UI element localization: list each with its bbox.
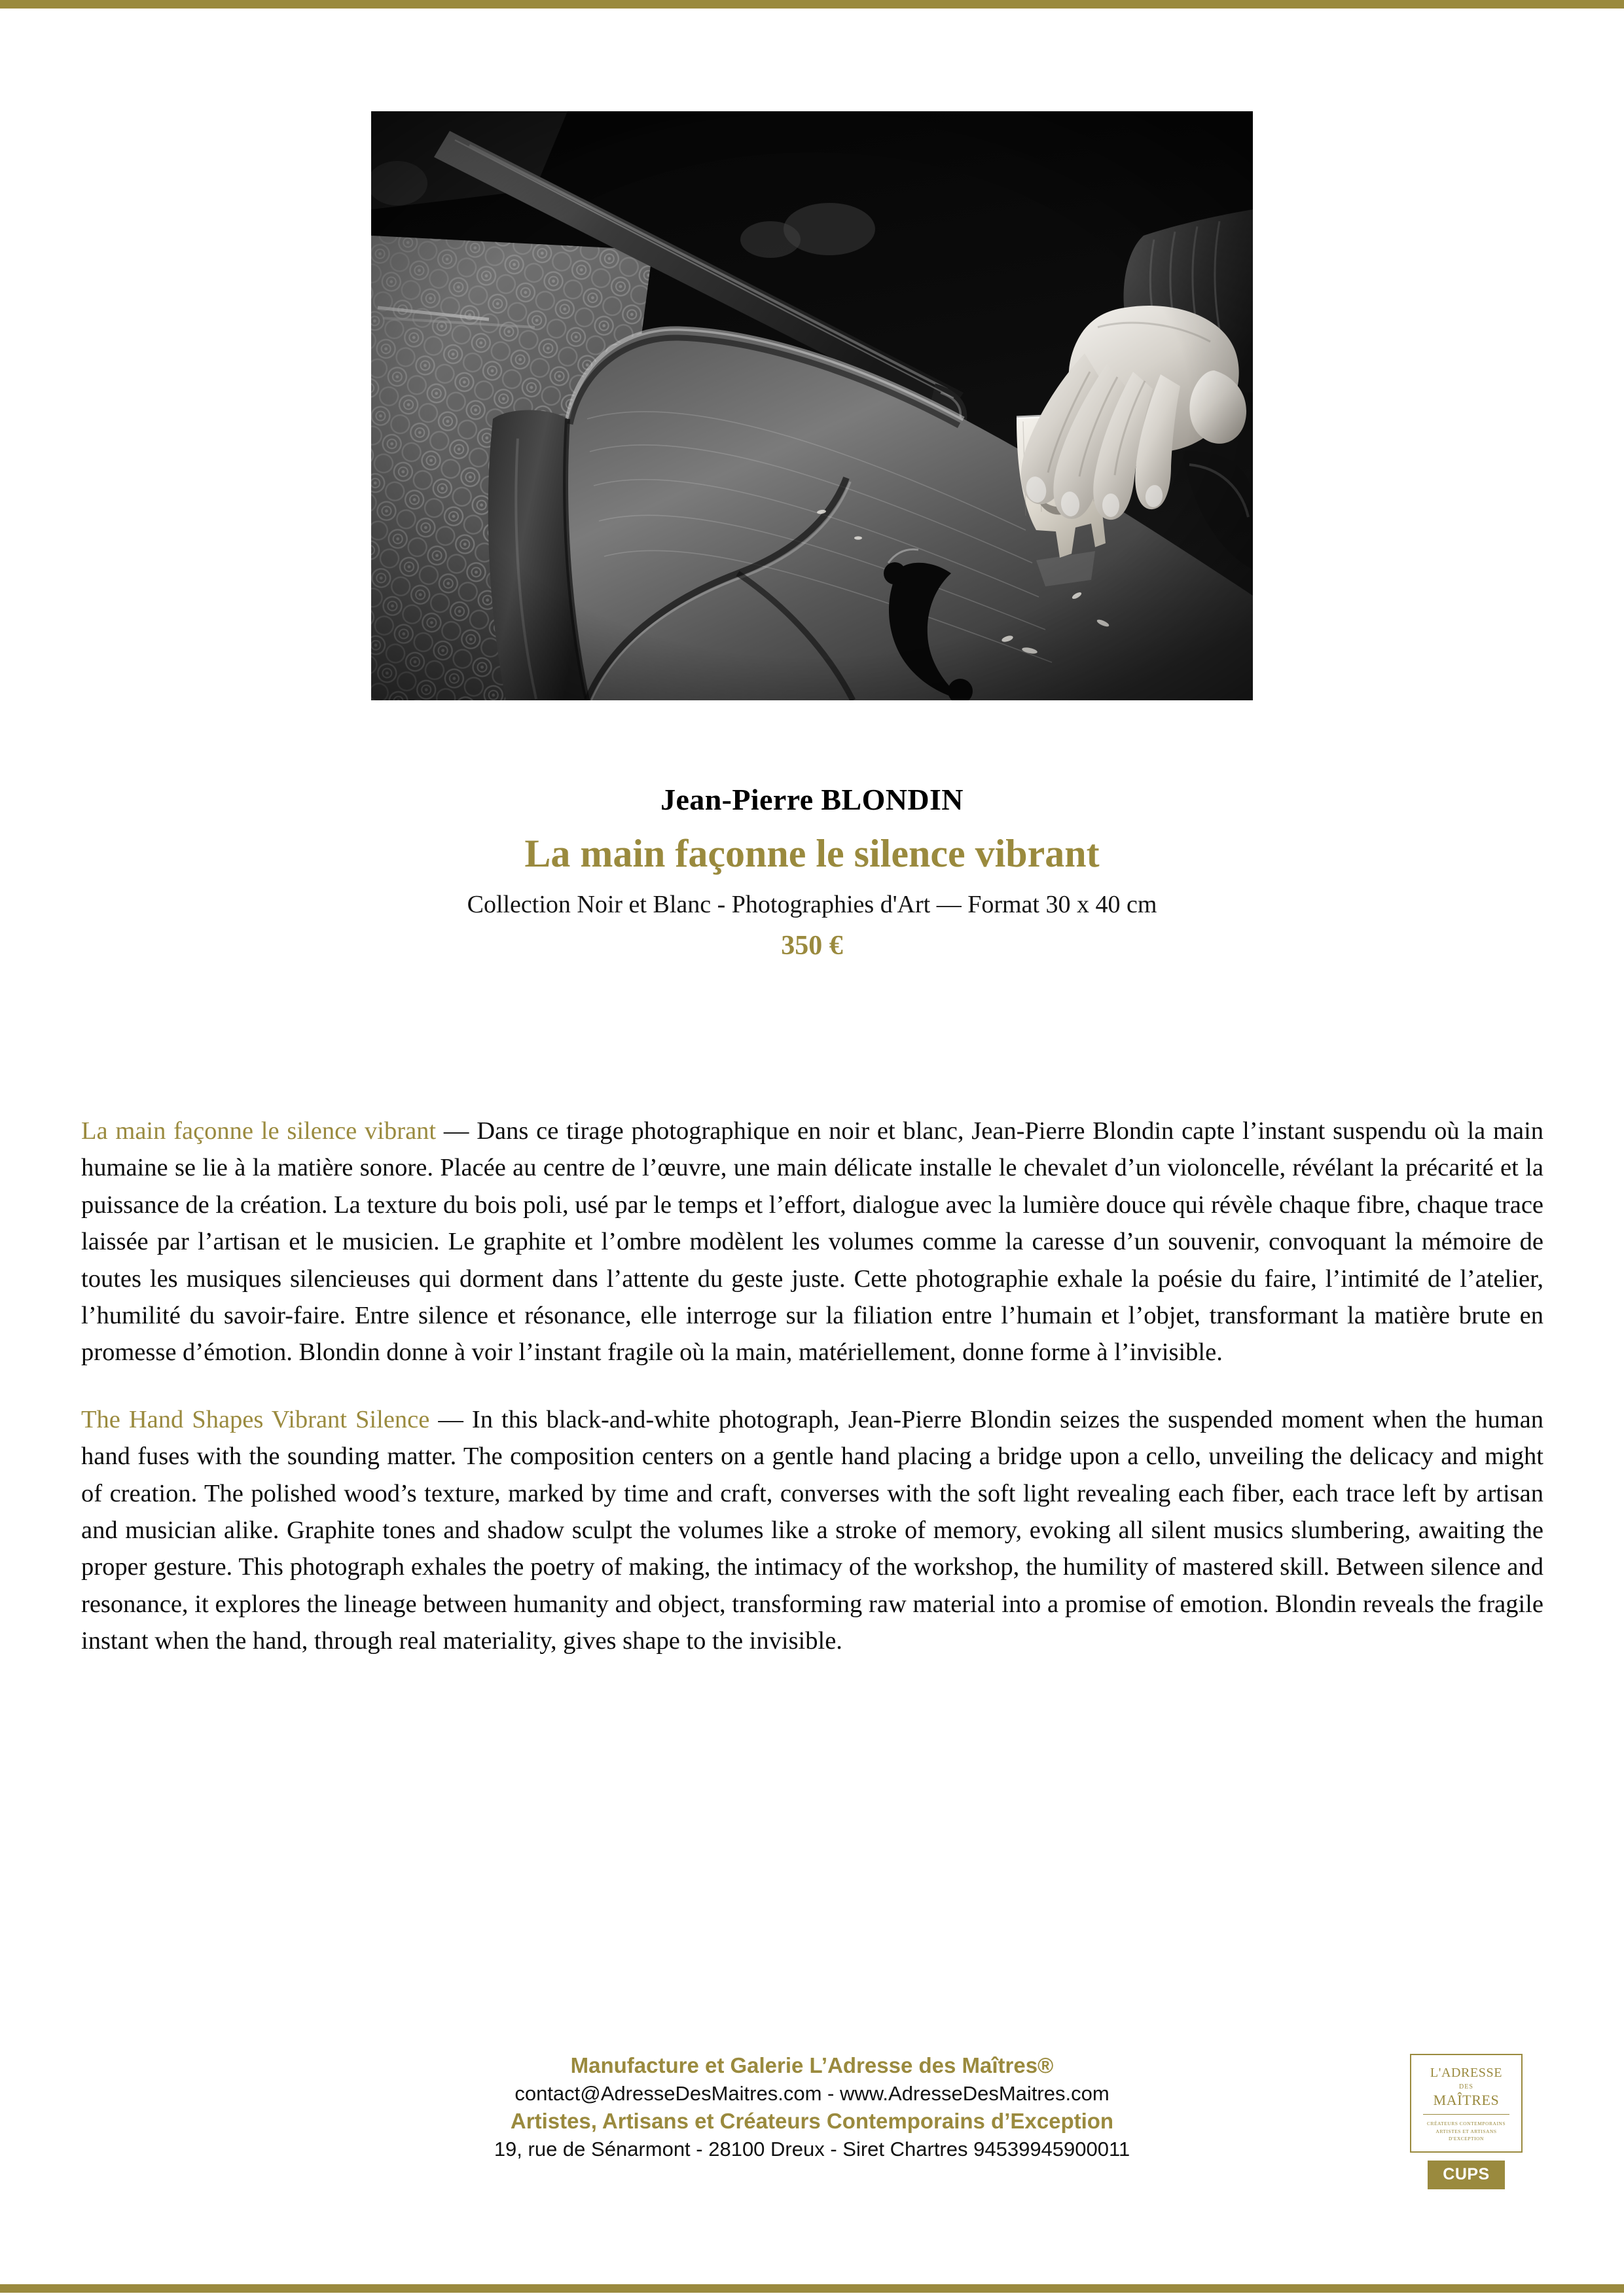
logo-sub-line-3: D'EXCEPTION bbox=[1449, 2135, 1484, 2142]
brand-logo-card bbox=[1410, 2054, 1523, 2153]
description-separator-en: — bbox=[429, 1405, 472, 1433]
footer-contact[interactable]: contact@AdresseDesMaitres.com - www.AdresseDesMaitres.com bbox=[514, 2081, 1110, 2105]
artwork-photograph bbox=[371, 111, 1253, 700]
artist-name: Jean-Pierre BLONDIN bbox=[660, 783, 964, 816]
artwork-title-block bbox=[0, 782, 1624, 962]
description-text-en: In this black-and-white photograph, Jean-Pierre Blondin seizes the suspended moment when the human hand fuses with the sounding matter. The composition centers on a gentle hand placing a bridge upon a cello, unveiling the delicacy and might of creation. The polished wood’s texture, marked by time and craft, converses with the soft light revealing each fiber, each trace left by artisan and musician alike. Graphite tones and shadow sculpt the volumes like a stroke of memory, evoking all silent musics slumbering, awaiting the proper gesture. This photograph exhales the poetry of making, the intimacy of the workshop, the humility of mastered skill. Between silence and resonance, it explores the lineage between humanity and object, transforming raw material into a promise of emotion. Blondin reveals the fragile instant when the hand, through real materiality, gives shape to the invisible. bbox=[81, 1405, 1543, 1655]
description-body bbox=[81, 1113, 1543, 1659]
footer-company-name: Manufacture et Galerie L’Adresse des Maîtres® bbox=[570, 2053, 1054, 2077]
cello-bridge-photo-illustration bbox=[371, 111, 1253, 700]
description-paragraph-fr bbox=[81, 1113, 1543, 1371]
logo-line-des: DES bbox=[1459, 2083, 1473, 2090]
description-paragraph-en bbox=[81, 1401, 1543, 1660]
logo-sub-line-2: ARTISTES ET ARTISANS bbox=[1435, 2128, 1497, 2134]
logo-line-maitres: MAÎTRES bbox=[1433, 2092, 1500, 2109]
footer-address: 19, rue de Sénarmont - 28100 Dreux - Siret Chartres 94539945900011 bbox=[494, 2137, 1130, 2161]
logo-line-ladresse: L'ADRESSE bbox=[1430, 2066, 1503, 2080]
top-gold-rule bbox=[0, 0, 1624, 9]
cups-badge: CUPS bbox=[1428, 2161, 1505, 2189]
bottom-gold-rule bbox=[0, 2284, 1624, 2293]
description-text-fr: Dans ce tirage photographique en noir et blanc, Jean-Pierre Blondin capte l’instant suspendu où la main humaine se lie à la matière sonore. Placée au centre de l’œuvre, une main délicate installe le chevalet d’un violoncelle, révélant la précarité et la puissance de la création. La texture du bois poli, usé par le temps et l’effort, dialogue avec la lumière douce qui révèle chaque fibre, chaque trace laissée par l’artisan et le musicien. Le graphite et l’ombre modèlent les volumes comme la caresse d’un souvenir, convoquant la mémoire de toutes les musiques silencieuses qui dorment dans l’attente du geste juste. Cette photographie exhale la poésie du faire, l’intimité de l’atelier, l’humilité du savoir-faire. Entre silence et résonance, elle interroge sur la filiation entre l’humain et l’objet, transformant la matière brute en promesse d’émotion. Blondin donne à voir l’instant fragile où la main, matériellement, donne forme à l’invisible. bbox=[81, 1117, 1544, 1367]
logo-divider bbox=[1423, 2114, 1509, 2115]
description-lead-fr: La main façonne le silence vibrant bbox=[81, 1117, 437, 1145]
artwork-price: 350 € bbox=[781, 931, 843, 961]
artwork-collection-format: Collection Noir et Blanc - Photographies d'Art — Format 30 x 40 cm bbox=[467, 891, 1157, 919]
description-lead-en: The Hand Shapes Vibrant Silence bbox=[81, 1405, 430, 1433]
brand-logo-block bbox=[1410, 2054, 1523, 2189]
page-footer bbox=[0, 2051, 1624, 2162]
artwork-title: La main façonne le silence vibrant bbox=[524, 832, 1100, 876]
description-separator-fr: — bbox=[436, 1117, 477, 1145]
logo-sub-line-1: CRÉATEURS CONTEMPORAINS bbox=[1426, 2121, 1506, 2127]
footer-tagline: Artistes, Artisans et Créateurs Contemporains d’Exception bbox=[510, 2109, 1114, 2134]
